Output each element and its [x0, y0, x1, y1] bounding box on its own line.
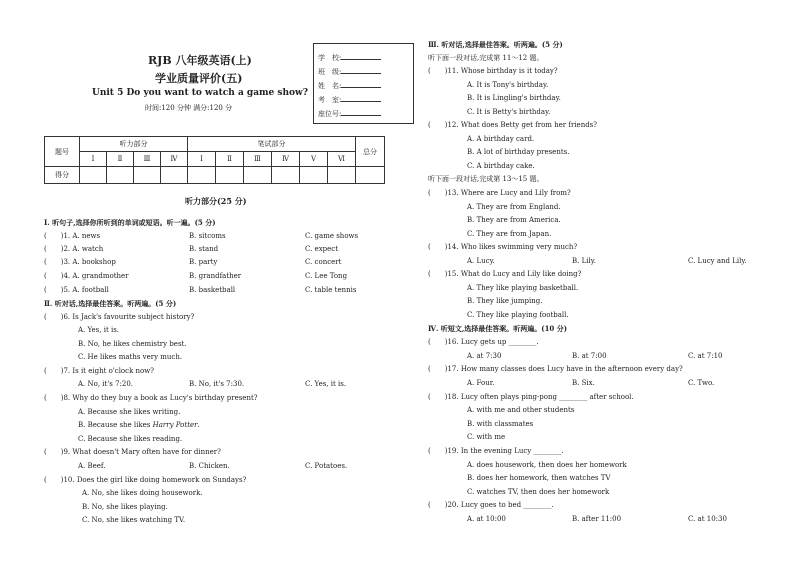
- q7-question: ( )7. Is it eight o'clock now?: [44, 367, 155, 375]
- label-tihao: 题号: [45, 137, 80, 167]
- q17-question: ( )17. How many classes does Lucy have in the afternoon every day?: [428, 365, 683, 373]
- q3-a[interactable]: ( )3. A. bookshop: [44, 258, 116, 266]
- q14-option-a[interactable]: A. Lucy.: [467, 257, 495, 265]
- unit-title: Unit 5 Do you want to watch a game show?: [92, 88, 309, 98]
- q1-c[interactable]: C. game shows: [305, 232, 359, 240]
- roman-cell: Ⅰ: [80, 152, 107, 167]
- q15-option-a[interactable]: A. They like playing basketball.: [467, 284, 579, 292]
- roman-cell: Ⅰ: [188, 152, 216, 167]
- roman-cell: Ⅲ: [244, 152, 272, 167]
- score-cell[interactable]: [216, 167, 244, 184]
- q20-option-b[interactable]: B. after 11:00: [572, 515, 622, 523]
- q2-a[interactable]: ( )2. A. watch: [44, 245, 104, 253]
- q13-option-a[interactable]: A. They are from England.: [467, 203, 561, 211]
- q6-option-b[interactable]: B. No, he likes chemistry best.: [78, 340, 187, 348]
- q19-question: ( )19. In the evening Lucy ________.: [428, 447, 564, 455]
- q5-b[interactable]: B. basketball: [189, 286, 236, 294]
- q6-option-a[interactable]: A. Yes, it is.: [78, 326, 120, 334]
- roman-cell: Ⅳ: [272, 152, 300, 167]
- q2-c[interactable]: C. expect: [305, 245, 339, 253]
- q16-option-a[interactable]: A. at 7:30: [467, 352, 502, 360]
- label-defen: 得分: [45, 167, 80, 184]
- q19-option-c[interactable]: C. watches TV, then does her homework: [467, 488, 610, 496]
- q11-option-b[interactable]: B. It is Lingling's birthday.: [467, 94, 561, 102]
- section-1-title: Ⅰ. 听句子,选择你所听到的单词或短语。听一遍。(5 分): [44, 218, 216, 227]
- info-class[interactable]: 班 级:: [318, 66, 381, 77]
- q4-a[interactable]: ( )4. A. grandmother: [44, 272, 129, 280]
- info-school[interactable]: 学 校:: [318, 52, 381, 63]
- score-cell[interactable]: [161, 167, 188, 184]
- title-line1: RJB 八年级英语(上): [148, 54, 252, 67]
- q20-question: ( )20. Lucy goes to bed ________.: [428, 501, 554, 509]
- section-3-intro-1: 听下面一段对话,完成第 11～12 题。: [428, 54, 544, 62]
- q10-option-a[interactable]: A. No, she likes doing housework.: [82, 489, 203, 497]
- section-2-title: Ⅱ. 听对话,选择最佳答案。听两遍。(5 分): [44, 299, 177, 308]
- q2-b[interactable]: B. stand: [189, 245, 219, 253]
- q8-question: ( )8. Why do they buy a book as Lucy's birthday present?: [44, 394, 258, 402]
- section-4-title: Ⅳ. 听短文,选择最佳答案。听两遍。(10 分): [428, 324, 568, 333]
- q5-a[interactable]: ( )5. A. football: [44, 286, 109, 294]
- roman-cell: Ⅵ: [328, 152, 356, 167]
- q14-option-c[interactable]: C. Lucy and Lily.: [688, 257, 747, 265]
- q12-option-c[interactable]: C. A birthday cake.: [467, 162, 535, 170]
- q10-option-b[interactable]: B. No, she likes playing.: [82, 503, 168, 511]
- q18-option-a[interactable]: A. with me and other students: [467, 406, 575, 414]
- roman-cell: Ⅳ: [161, 152, 188, 167]
- score-cell[interactable]: [328, 167, 356, 184]
- q1-b[interactable]: B. sitcoms: [189, 232, 226, 240]
- q10-option-c[interactable]: C. No, she likes watching TV.: [82, 516, 186, 524]
- q12-option-b[interactable]: B. A lot of birthday presents.: [467, 148, 570, 156]
- score-cell[interactable]: [107, 167, 134, 184]
- q8-option-b[interactable]: B. Because she likes Harry Potter.: [78, 421, 200, 429]
- q7-option-c[interactable]: C. Yes, it is.: [305, 380, 347, 388]
- q19-option-a[interactable]: A. does housework, then does her homework: [467, 461, 627, 469]
- roman-cell: Ⅱ: [107, 152, 134, 167]
- q15-question: ( )15. What do Lucy and Lily like doing?: [428, 270, 582, 278]
- score-cell[interactable]: [356, 167, 385, 184]
- q9-question: ( )9. What doesn't Mary often have for dinner?: [44, 448, 221, 456]
- title-line2: 学业质量评价(五): [155, 72, 243, 85]
- q15-option-c[interactable]: C. They like playing football.: [467, 311, 569, 319]
- score-cell[interactable]: [134, 167, 161, 184]
- q11-option-c[interactable]: C. It is Betty's birthday.: [467, 108, 551, 116]
- q18-option-c[interactable]: C. with me: [467, 433, 506, 441]
- roman-cell: Ⅲ: [134, 152, 161, 167]
- q9-option-c[interactable]: C. Potatoes.: [305, 462, 348, 470]
- q3-b[interactable]: B. party: [189, 258, 218, 266]
- q17-option-c[interactable]: C. Two.: [688, 379, 715, 387]
- time-score: 时间:120 分钟 满分:120 分: [145, 104, 233, 112]
- q19-option-b[interactable]: B. does her homework, then watches TV: [467, 474, 611, 482]
- roman-cell: Ⅴ: [300, 152, 328, 167]
- score-cell[interactable]: [244, 167, 272, 184]
- q1-a[interactable]: ( )1. A. news: [44, 232, 101, 240]
- label-bishi: 笔试部分: [188, 137, 356, 152]
- score-cell[interactable]: [80, 167, 107, 184]
- q17-option-a[interactable]: A. Four.: [467, 379, 495, 387]
- q15-option-b[interactable]: B. They like jumping.: [467, 297, 543, 305]
- q8-option-c[interactable]: C. Because she likes reading.: [78, 435, 183, 443]
- score-cell[interactable]: [300, 167, 328, 184]
- section-3-title: Ⅲ. 听对话,选择最佳答案。听两遍。(5 分): [428, 40, 563, 49]
- q14-question: ( )14. Who likes swimming very much?: [428, 243, 578, 251]
- q7-option-b[interactable]: B. No, it's 7:30.: [189, 380, 245, 388]
- q5-c[interactable]: C. table tennis: [305, 286, 357, 294]
- q16-question: ( )16. Lucy gets up ________.: [428, 338, 539, 346]
- listening-title: 听力部分(25 分): [185, 196, 247, 206]
- score-cell[interactable]: [188, 167, 216, 184]
- roman-cell: Ⅱ: [216, 152, 244, 167]
- q8-option-a[interactable]: A. Because she likes writing.: [78, 408, 181, 416]
- q9-option-a[interactable]: A. Beef.: [78, 462, 106, 470]
- q18-option-b[interactable]: B. with classmates: [467, 420, 534, 428]
- q13-option-b[interactable]: B. They are from America.: [467, 216, 561, 224]
- q11-option-a[interactable]: A. It is Tony's birthday.: [467, 81, 549, 89]
- q20-option-a[interactable]: A. at 10:00: [467, 515, 506, 523]
- q3-c[interactable]: C. concert: [305, 258, 342, 266]
- info-room[interactable]: 考 室:: [318, 94, 381, 105]
- q4-c[interactable]: C. Lee Tong: [305, 272, 348, 280]
- q10-question: ( )10. Does the girl like doing homework on Sundays?: [44, 476, 247, 484]
- label-tingli: 听力部分: [80, 137, 188, 152]
- section-3-intro-2: 听下面一段对话,完成第 13～15 题。: [428, 175, 544, 183]
- q6-option-c[interactable]: C. He likes maths very much.: [78, 353, 183, 361]
- q16-option-c[interactable]: C. at 7:10: [688, 352, 723, 360]
- q9-option-b[interactable]: B. Chicken.: [189, 462, 230, 470]
- q11-question: ( )11. Whose birthday is it today?: [428, 67, 558, 75]
- q4-b[interactable]: B. grandfather: [189, 272, 242, 280]
- q12-question: ( )12. What does Betty get from her friends?: [428, 121, 598, 129]
- q13-question: ( )13. Where are Lucy and Lily from?: [428, 189, 571, 197]
- score-cell[interactable]: [272, 167, 300, 184]
- info-seat[interactable]: 座位号:: [318, 108, 381, 119]
- q14-option-b[interactable]: B. Lily.: [572, 257, 596, 265]
- label-zongfen: 总分: [356, 137, 385, 167]
- q20-option-c[interactable]: C. at 10:30: [688, 515, 727, 523]
- q16-option-b[interactable]: B. at 7:00: [572, 352, 607, 360]
- q7-option-a[interactable]: A. No, it's 7:20.: [78, 380, 134, 388]
- q17-option-b[interactable]: B. Six.: [572, 379, 595, 387]
- score-table: [44, 136, 385, 184]
- q12-option-a[interactable]: A. A birthday card.: [467, 135, 535, 143]
- info-name[interactable]: 姓 名:: [318, 80, 381, 91]
- q6-question: ( )6. Is Jack's favourite subject history?: [44, 313, 195, 321]
- q18-question: ( )18. Lucy often plays ping-pong ________ after school.: [428, 393, 634, 401]
- q13-option-c[interactable]: C. They are from Japan.: [467, 230, 552, 238]
